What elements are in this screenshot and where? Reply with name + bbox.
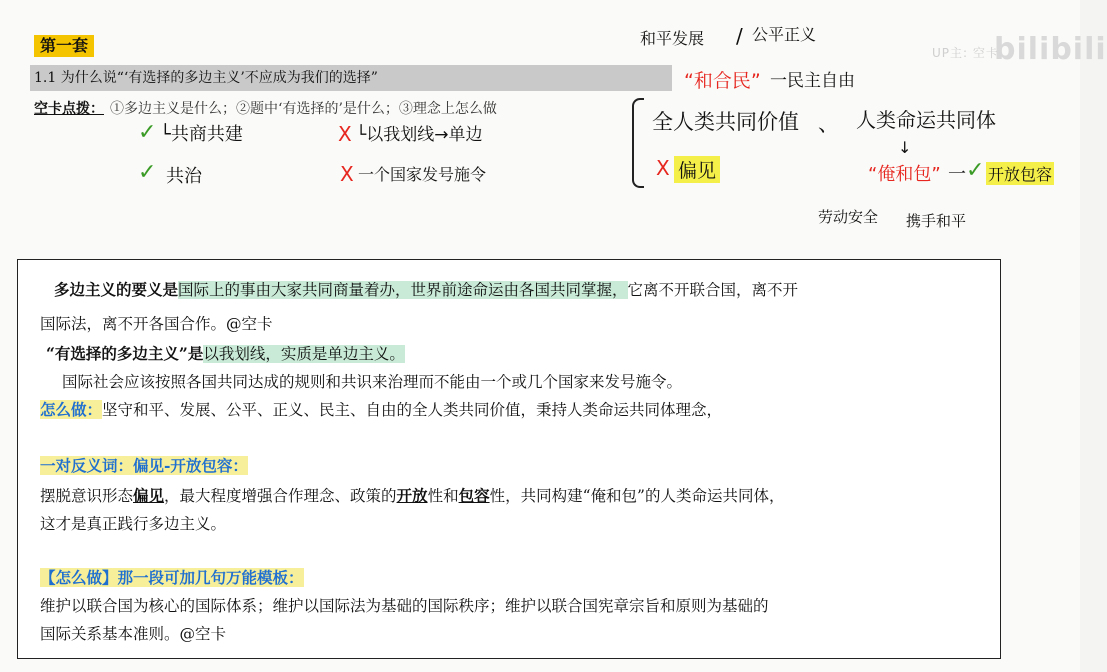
note-check-2: ✓ — [138, 160, 157, 185]
p2-highlight: 以我划线，实质是单边主义。 — [203, 345, 405, 363]
tips-line — [34, 98, 497, 120]
set-tag: 第一套 — [34, 35, 94, 57]
paragraph-7 — [40, 566, 304, 588]
p6-a: 摆脱意识形态 — [40, 487, 134, 505]
note-check-3: ✓ — [966, 158, 985, 183]
p4-text: 坚守和平、发展、公平、正义、民主、自由的全人类共同价值，秉持人类命运共同体理念， — [102, 401, 723, 419]
note-arrow: ↓ — [898, 138, 912, 157]
note-top-left: 和平发展 — [640, 29, 705, 48]
paragraph-5 — [40, 454, 248, 476]
note-top-right: 公平正义 — [752, 25, 817, 44]
p1-rest: 它离不开联合国，离不开 — [627, 281, 799, 299]
paragraph-1-line2: 国际法，离不开各国合作。@空卡 — [40, 315, 273, 333]
paragraph-4 — [40, 398, 722, 420]
p6-c: 性和 — [427, 487, 459, 505]
note-x-3: X — [656, 156, 670, 180]
paragraph-6 — [40, 484, 784, 506]
note-yiwohuaxian: └以我划线→单边 — [356, 125, 483, 145]
note-hemin: “和合民” — [684, 70, 761, 92]
p6-pianjian: 偏见 — [133, 486, 165, 505]
paragraph-2 — [46, 342, 405, 364]
question-title: 1.1 为什么说“‘有选择的多边主义’不应成为我们的选择” — [30, 65, 672, 91]
paragraph-3: 国际社会应该按照各国共同达成的规则和共识来治理而不能由一个或几个国家来发号施令。 — [62, 373, 683, 391]
tips-text: ①多边主义是什么；②题中‘有选择的’是什么；③理念上怎么做 — [110, 101, 497, 117]
p2-bold: “有选择的多边主义”是 — [46, 344, 204, 363]
note-divider-slash: / — [736, 24, 743, 48]
watermark-uploader: UP主: 空卡 — [932, 46, 999, 60]
paragraph-1 — [54, 278, 798, 300]
bilibili-watermark — [932, 30, 1107, 74]
note-comma: 、 — [818, 112, 839, 136]
note-dash: 一 — [948, 164, 966, 185]
note-hezhi: 携手和平 — [906, 212, 967, 230]
note-x-1: X — [338, 122, 352, 146]
note-x-2: X — [340, 162, 354, 186]
note-common-values: 全人类共同价值 — [652, 110, 799, 134]
note-check-1: ✓ — [138, 120, 157, 145]
note-community: 人类命运共同体 — [856, 108, 996, 132]
note-fahaoshiling: 一个国家发号施令 — [358, 165, 487, 184]
note-pianjian: 偏见 — [674, 156, 720, 183]
p4-label: 怎么做： — [40, 400, 103, 419]
paragraph-8-line2: 国际关系基本准则。@空卡 — [40, 625, 227, 643]
paragraph-6-line2: 这才是真正践行多边主义。 — [40, 515, 227, 533]
p1-highlight: 国际上的事由大家共同商量着办，世界前途命运由各国共同掌握， — [178, 281, 628, 299]
p5-label: 一对反义词：偏见-开放包容： — [40, 456, 248, 475]
note-brace — [632, 98, 644, 188]
note-anhebao: “俺和包” — [868, 164, 941, 185]
p7-label: 【怎么做】那一段可加几句万能模板： — [40, 568, 304, 587]
p1-bold: 多边主义的要义是 — [54, 280, 179, 299]
note-gongzhi: 共治 — [166, 166, 202, 187]
tips-label: 空卡点拨： — [34, 101, 104, 117]
paragraph-8-line1: 维护以联合国为核心的国际体系；维护以国际法为基础的国际秩序；维护以联合国宪章宗旨和原则为基础的 — [40, 597, 769, 615]
p6-d: 性，共同构建“俺和包”的人类命运共同体， — [489, 487, 785, 505]
note-minzhu: 一民主自由 — [770, 71, 855, 91]
content-box — [17, 259, 1001, 659]
p6-kaifang: 开放 — [396, 486, 428, 505]
p6-b: ，最大程度增强合作理念、政策的 — [164, 487, 397, 505]
p6-baorong: 包容 — [458, 486, 490, 505]
bilibili-logo: bilibili — [994, 32, 1107, 67]
note-kaifang: 开放包容 — [986, 162, 1054, 185]
note-jixian: 劳动安全 — [818, 208, 879, 226]
note-gongshang: └共商共建 — [160, 124, 243, 145]
